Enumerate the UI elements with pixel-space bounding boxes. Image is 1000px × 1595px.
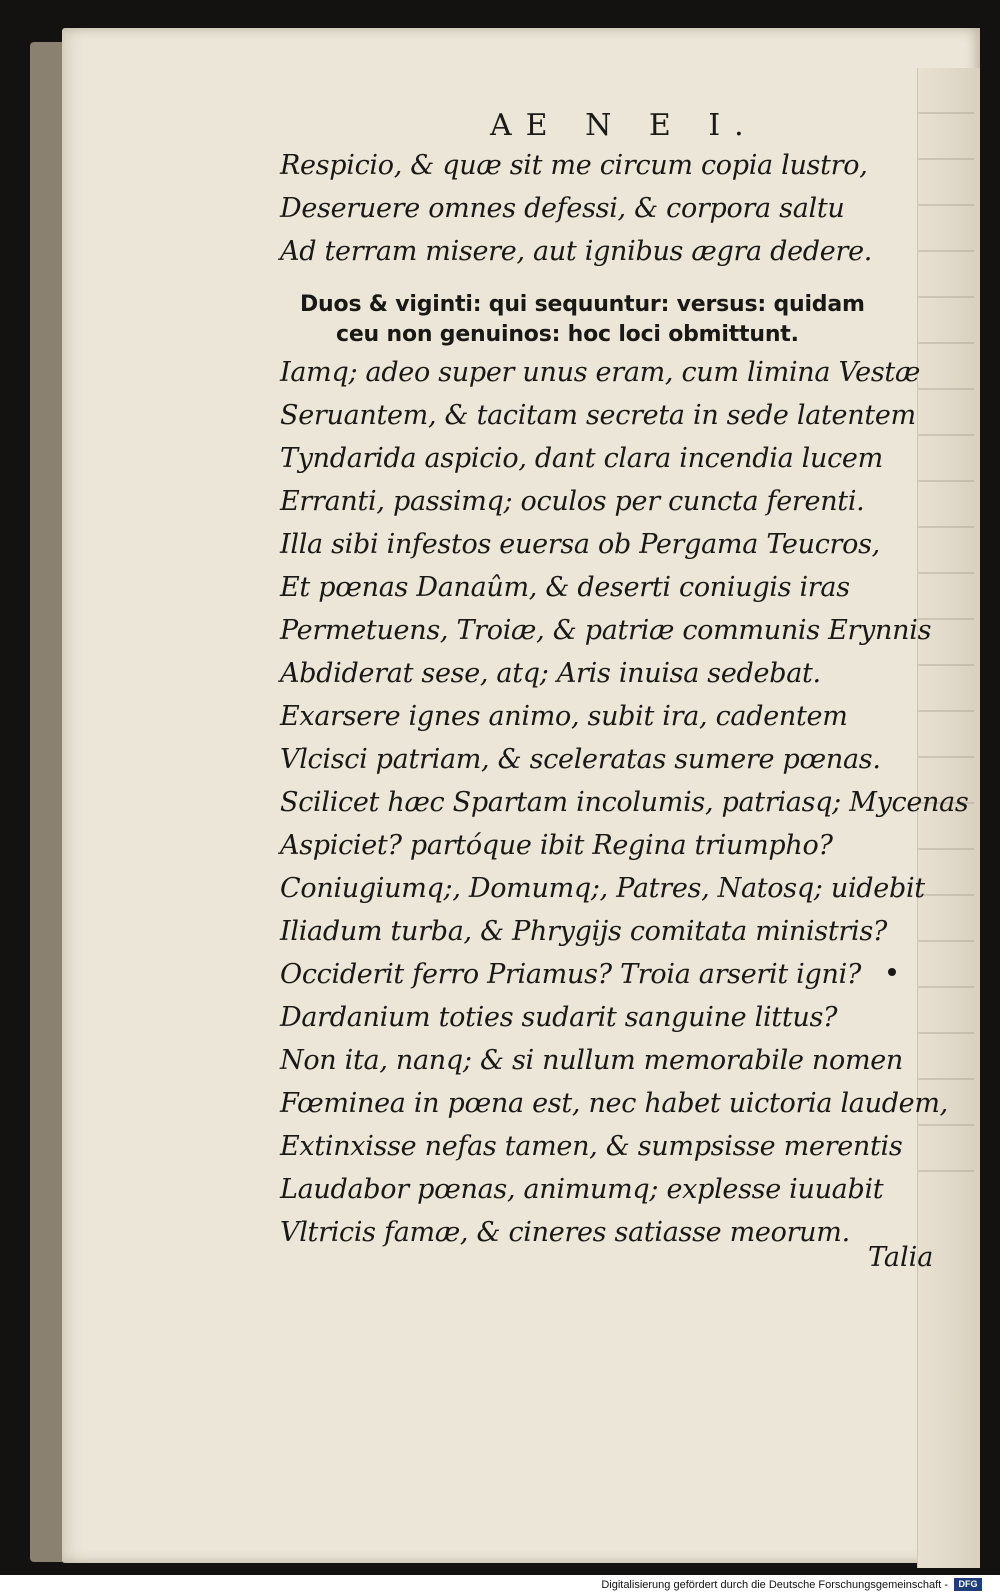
catchword: Talia [868,1242,934,1273]
verse-line: Laudabor pœnas, animumq; explesse iuuabit [280,1174,884,1205]
verse-line: Vlcisci patriam, & sceleratas sumere pœnas. [280,744,881,775]
verse-line: Permetuens, Troiæ, & patriæ communis Erynnis [280,615,932,646]
verse-line: Aspiciet? partóque ibit Regina triumpho? [280,830,833,861]
dfg-logo: DFG [954,1578,982,1591]
verse-line: Coniugiumq;, Domumq;, Patres, Natosq; uidebit [280,873,925,904]
editorial-note-line: Duos & viginti: qui sequuntur: versus: quidam [300,292,865,317]
verse-line: Et pœnas Danaûm, & deserti coniugis iras [280,572,850,603]
verse-line: Illa sibi infestos euersa ob Pergama Teucros, [280,529,880,560]
verse-line: Dardanium toties sudarit sanguine littus? [280,1002,838,1033]
verse-line: Respicio, & quæ sit me circum copia lustro, [280,150,868,181]
verse-line: Abdiderat sese, atq; Aris inuisa sedebat. [280,658,821,689]
running-head: AE N E I. [490,108,758,143]
verse-line: Ad terram misere, aut ignibus ægra dedere. [280,236,873,267]
verse-line: Extinxisse nefas tamen, & sumpsisse merentis [280,1131,903,1162]
digitization-footer [0,1575,1000,1595]
funding-credit: Digitalisierung gefördert durch die Deutsche Forschungsgemeinschaft - [601,1579,948,1591]
verse-line: Deseruere omnes defessi, & corpora saltu [280,193,845,224]
verse-line: Erranti, passimq; oculos per cuncta ferenti. [280,486,865,517]
margin-dot [888,968,896,976]
verse-line: Fœminea in pœna est, nec habet uictoria laudem, [280,1088,948,1119]
verse-line: Scilicet hæc Spartam incolumis, patriasq; Mycenas [280,787,969,818]
facing-page-bleed [917,68,980,1568]
verse-line: Iamq; adeo super unus eram, cum limina Vestæ [280,357,921,388]
verse-line: Exarsere ignes animo, subit ira, cadentem [280,701,848,732]
editorial-note-line: ceu non genuinos: hoc loci obmittunt. [336,322,799,347]
verse-line: Seruantem, & tacitam secreta in sede latentem [280,400,916,431]
verse-line: Tyndarida aspicio, dant clara incendia lucem [280,443,883,474]
verse-line: Iliadum turba, & Phrygijs comitata ministris? [280,916,888,947]
verse-line: Non ita, nanq; & si nullum memorabile nomen [280,1045,904,1076]
verse-line: Vltricis famæ, & cineres satiasse meorum. [280,1217,850,1248]
verse-line: Occiderit ferro Priamus? Troia arserit igni? [280,959,862,990]
